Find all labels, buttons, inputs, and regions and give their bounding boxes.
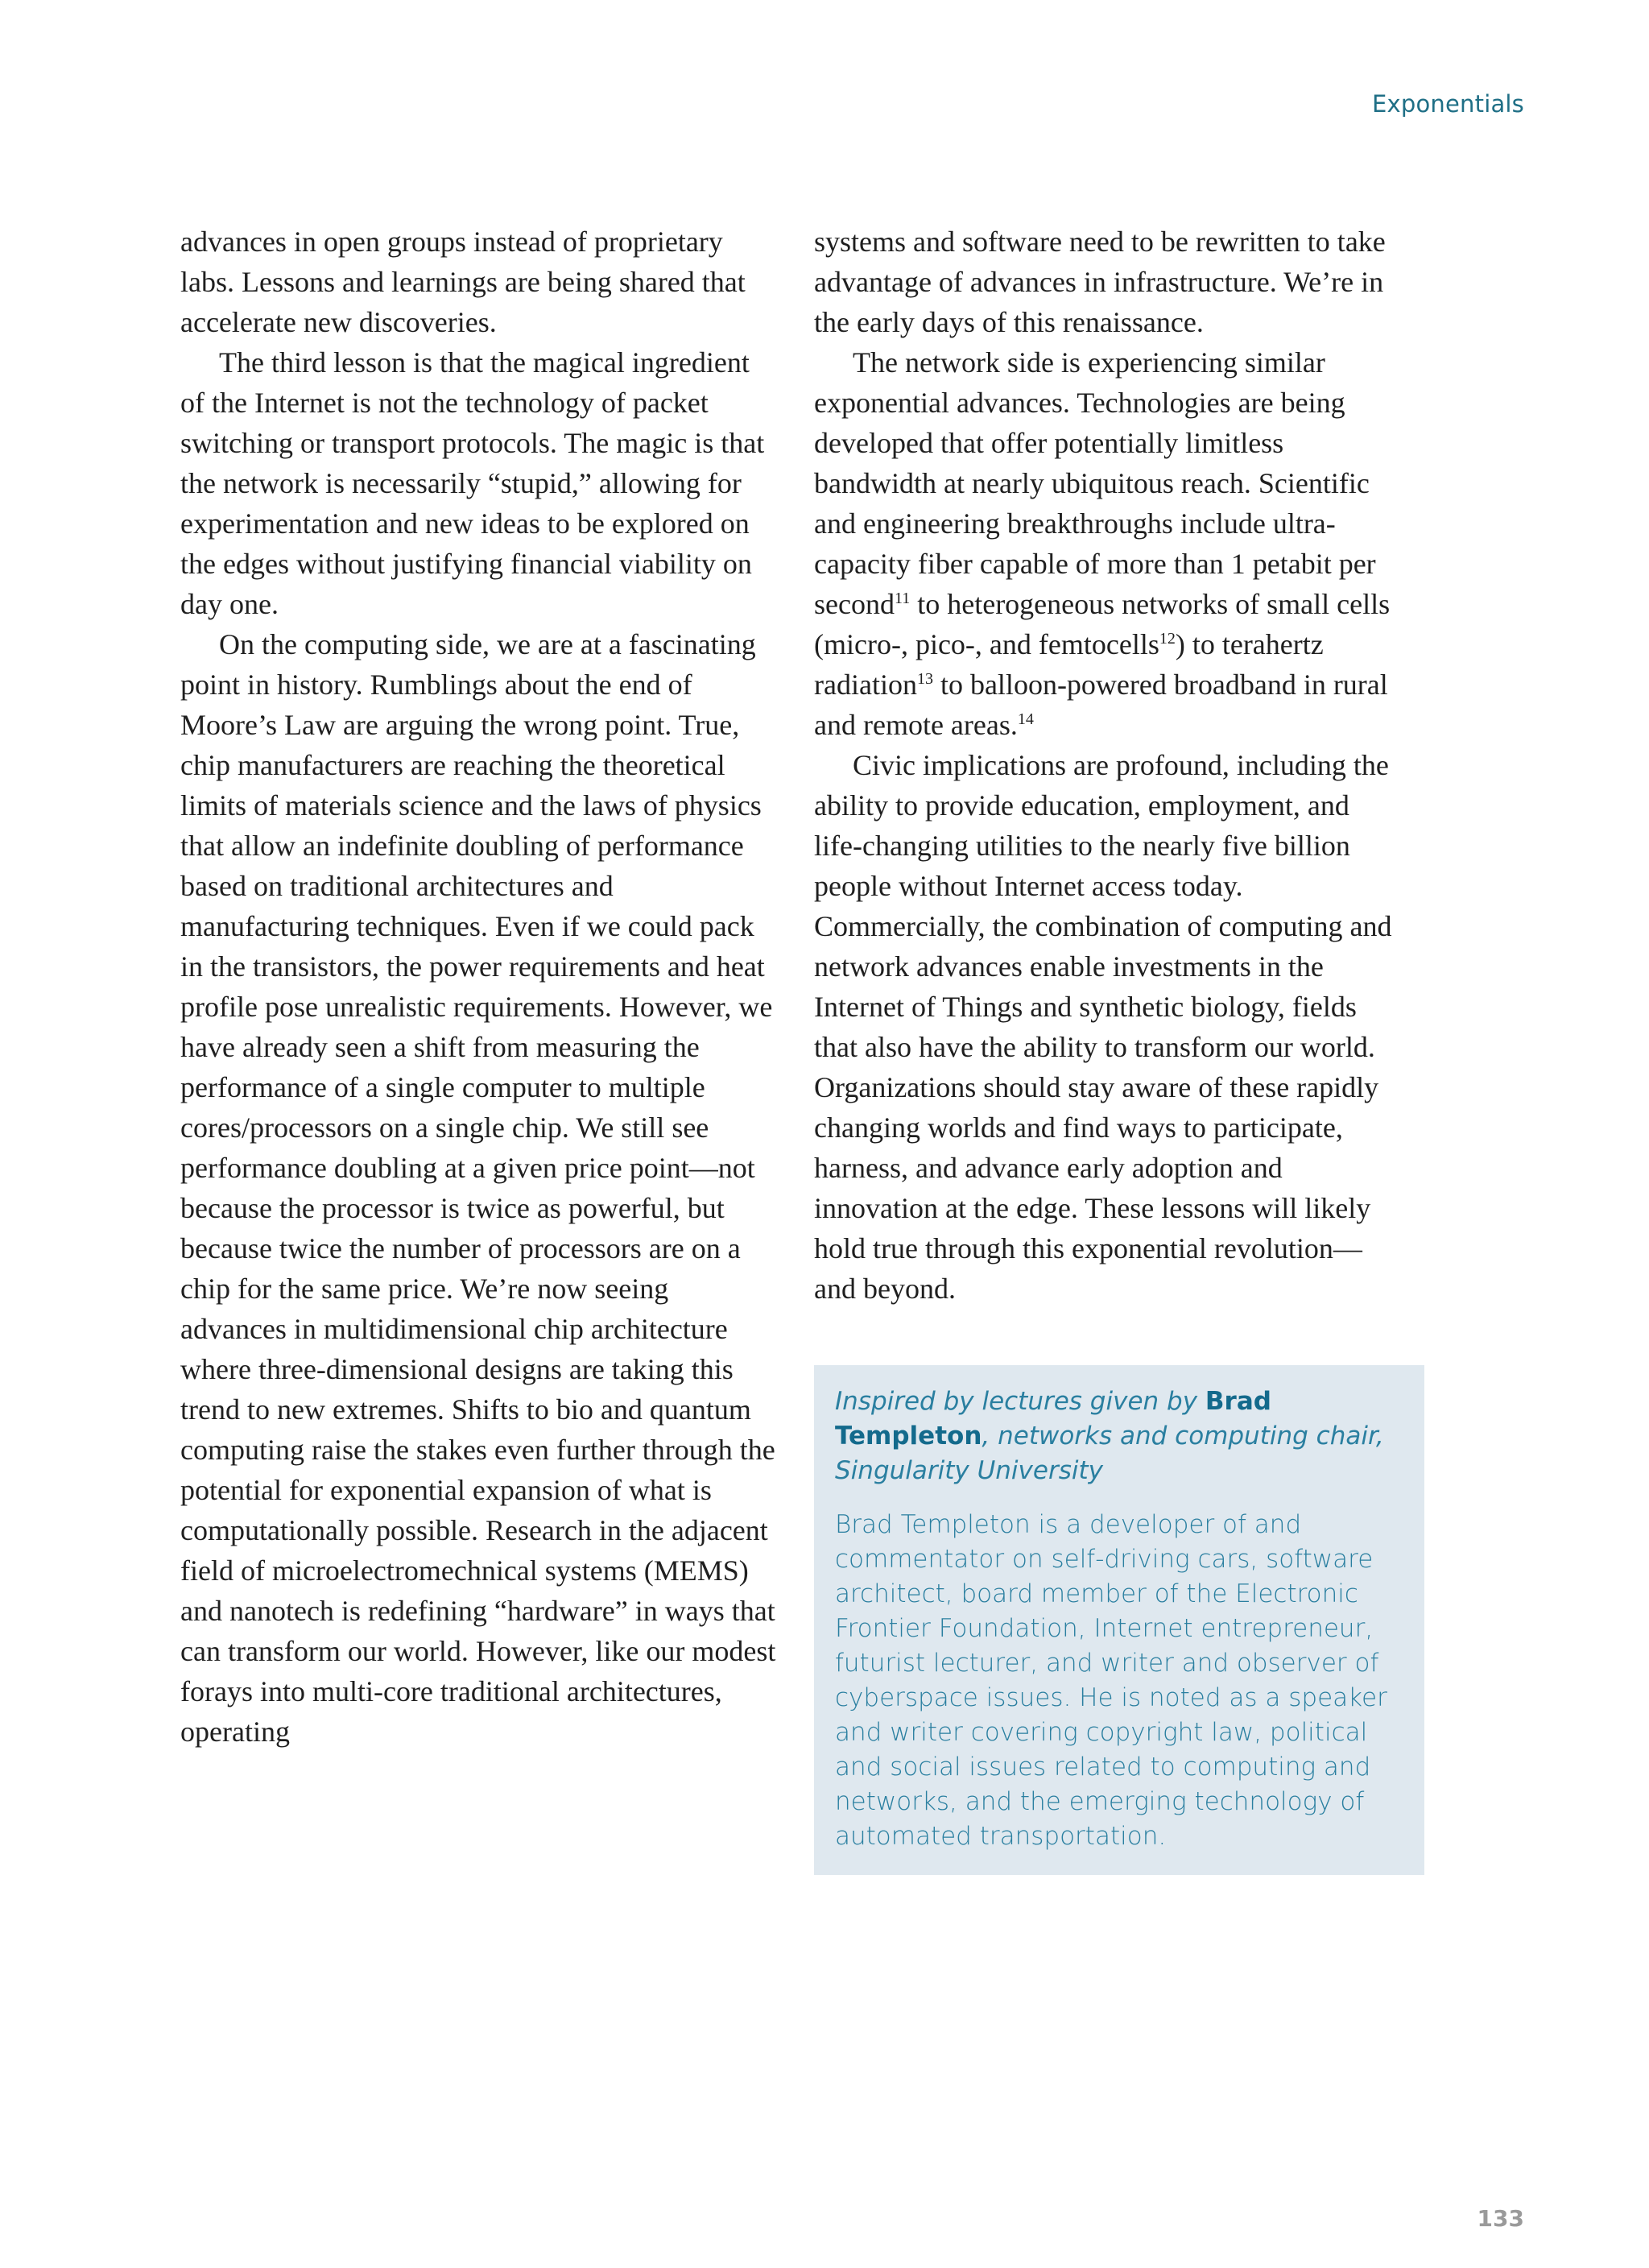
- author-bio: Brad Templeton is a developer of and commentator on self-driving cars, software architect, board member of the Electronic Frontier Foundation, Internet entrepreneur, futurist lecturer, and writer and observer of cyberspace issues. He is noted as a speaker and writer covering copyright law, political and social issues related to computing and networks, and the emerging technology of automated transportation.: [835, 1510, 1387, 1851]
- paragraph-text: ) to terahertz radiation: [814, 628, 1324, 701]
- paragraph: The third lesson is that the magical ingredient of the Internet is not the technology of packet switching or transport protocols. The magic is that the network is necessarily “stupid,” allowing for experimentation and new ideas to be explored on the edges without justifying financial viability on day one.: [180, 346, 765, 620]
- paragraph: Civic implications are profound, including the ability to provide education, employment, and life-changing utilities to the nearly five billion people without Internet access today. Commercially, the combination of computing and network advances enable investments in the Internet of Things and synthetic biology, fields that also have the ability to transform our world. Organizations should stay aware of these rapidly changing worlds and find ways to participate, harness, and advance early adoption and innovation at the edge. These lessons will likely hold true through this exponential revolution—and beyond.: [814, 749, 1392, 1305]
- author-name: Brad Templeton: [835, 1387, 1271, 1451]
- paragraph-text: The network side is experiencing similar exponential advances. Technologies are being developed that offer potentially limitless bandwidth at nearly ubiquitous reach. Scientific and engineering breakthroughs include ultra-capacity fiber capable of more than 1 petabit per second: [814, 346, 1376, 620]
- right-column: [814, 221, 1394, 1309]
- left-column: [180, 221, 776, 1752]
- footnote-ref: 11: [894, 590, 911, 607]
- footnote-ref: 13: [916, 670, 933, 688]
- running-head: Exponentials: [1371, 90, 1524, 118]
- credit-suffix: , networks and computing chair, Singularity University: [835, 1422, 1384, 1485]
- credit-prefix: Inspired by lectures given by: [835, 1387, 1205, 1416]
- sidebar-credit: [835, 1384, 1403, 1488]
- footnote-ref: 12: [1159, 630, 1176, 648]
- paragraph: On the computing side, we are at a fascinating point in history. Rumblings about the end of Moore’s Law are arguing the wrong point. True, chip manufacturers are reaching the theoretical limits of materials science and the laws of physics that allow an indefinite doubling of performance based on traditional architectures and manufacturing techniques. Even if we could pack in the transistors, the power requirements and heat profile pose unrealistic requirements. However, we have already seen a shift from measuring the performance of a single computer to multiple cores/processors on a single chip. We still see performance doubling at a given price point—not because the processor is twice as powerful, but because twice the number of processors are on a chip for the same price. We’re now seeing advances in multidimensional chip architecture where three-dimensional designs are taking this trend to new extremes. Shifts to bio and quantum computing raise the stakes even further through the potential for exponential expansion of what is computationally possible. Research in the adjacent field of microelectromechnical systems (MEMS) and nanotech is redefining “hardware” in ways that can transform our world. However, like our modest forays into multi-core traditional architectures, operating: [180, 628, 776, 1748]
- page-number: 133: [1477, 2205, 1524, 2232]
- paragraph-text: to balloon-powered broadband in rural and remote areas.: [814, 668, 1388, 741]
- footnote-ref: 14: [1017, 710, 1034, 728]
- paragraph-text: to heterogeneous networks of small cells (micro-, pico-, and femtocells: [814, 588, 1391, 660]
- paragraph: systems and software need to be rewritten to take advantage of advances in infrastructure. We’re in the early days of this renaissance.: [814, 226, 1386, 338]
- paragraph: advances in open groups instead of proprietary labs. Lessons and learnings are being shared that accelerate new discoveries.: [180, 226, 746, 338]
- paragraph-with-footnotes: [814, 342, 1394, 745]
- author-sidebar: [814, 1365, 1424, 1875]
